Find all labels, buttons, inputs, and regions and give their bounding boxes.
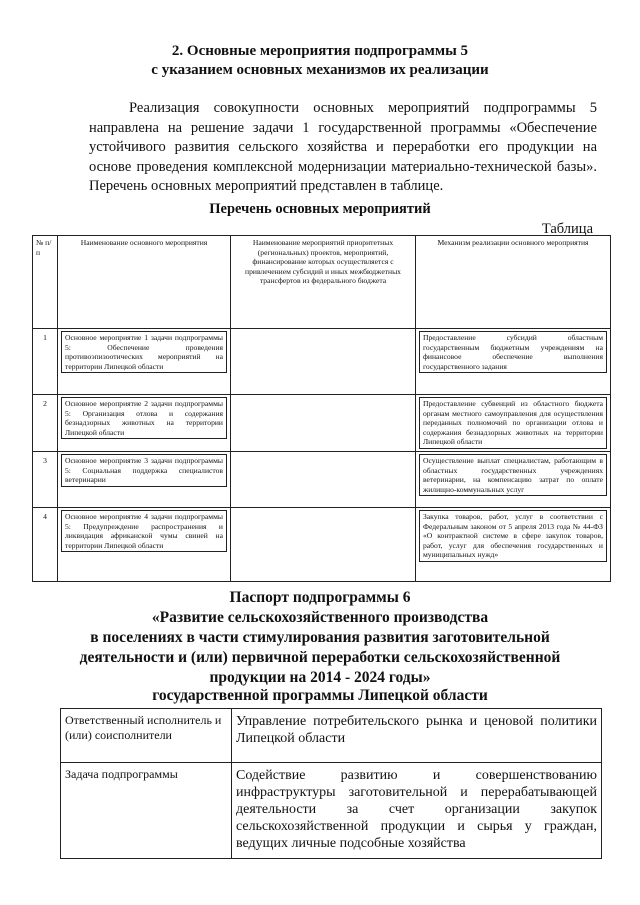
header-projects: Наименование мероприятий приоритетных (региональных) проектов, мероприятий, финансирование которых осуществляется с привлечением субсидий и иных межбюджетных трансфертов из федерального бюджета: [231, 236, 416, 329]
header-mechanism: Механизм реализации основного мероприятия: [416, 236, 611, 329]
passport-label-executor: Ответственный исполнитель и (или) соисполнители: [61, 709, 232, 763]
row-name: [58, 507, 231, 581]
passport-label-task: Задача подпрограммы: [61, 763, 232, 859]
row-name: [58, 329, 231, 395]
row-mechanism-text: Предоставление субвенций из областного бюджета органам местного самоуправления для осуществления переданных полномочий по организации отлова и содержания безнадзорных животных на территории Липецкой области: [419, 397, 607, 449]
row-mechanism-text: Осуществление выплат специалистам, работающим в областных государственных учреждениях ветеринарии, на компенсацию затрат по оплате жилищно-коммунальных услуг: [419, 454, 607, 496]
row-name: [58, 451, 231, 507]
row-name-text: Основное мероприятие 1 задачи подпрограммы 5: Обеспечение проведения противоэпизоотических мероприятий на территории Липецкой области: [61, 331, 227, 373]
passport-subtitle-line6: государственной программы Липецкой области: [152, 687, 488, 704]
passport-subtitle-line4: деятельности и (или) первичной переработки сельскохозяйственной: [79, 649, 561, 666]
row-mechanism-text: Закупка товаров, работ, услуг в соответствии с Федеральным законом от 5 апреля 2013 года № 44-ФЗ «О контрактной системе в сфере закупок товаров, работ, услуг для обеспечения государственных и муниципальных нужд»: [419, 510, 607, 562]
row-mechanism-text: Предоставление субсидий областным государственным бюджетным учреждениям на финансовое обеспечение выполнения государственного задания: [419, 331, 607, 373]
table-row: [33, 451, 611, 507]
passport-value-task: Содействие развитию и совершенствованию инфраструктуры заготовительной и перерабатывающей деятельности за счет организации закупок сельскохозяйственной продукции и сырья у граждан, ведущих личные подсобные хозяйства: [232, 763, 602, 859]
header-name: Наименование основного мероприятия: [58, 236, 231, 329]
row-name-text: Основное мероприятие 4 задачи подпрограммы 5: Предупреждение распространения и ликвидация африканской чумы свиней на территории Липецкой области: [61, 510, 227, 552]
passport-subtitle-line3: в поселениях в части стимулирования развития заготовительной: [90, 629, 550, 646]
measures-table: [32, 235, 611, 582]
section-title-line1: 2. Основные мероприятия подпрограммы 5: [171, 43, 469, 59]
row-projects: [231, 507, 416, 581]
row-mechanism: [416, 329, 611, 395]
section-paragraph: Реализация совокупности основных мероприятий подпрограммы 5 направлена на решение задачи 1 государственной программы «Обеспечение устойчивого развития сельского хозяйства и переработки его продукции на основе проведения комплексной модернизации материально-технической базы». Перечень основных мероприятий представлен в таблице.: [89, 100, 597, 194]
row-name-text: Основное мероприятие 2 задачи подпрограммы 5: Организация отлова и содержания безнадзорных животных на территории Липецкой области: [61, 397, 227, 439]
row-mechanism: [416, 395, 611, 452]
table-row: [33, 507, 611, 581]
row-projects: [231, 329, 416, 395]
passport-title: Паспорт подпрограммы 6: [229, 589, 411, 606]
row-num: 1: [33, 329, 58, 395]
section-title-line2: с указанием основных механизмов их реализации: [151, 62, 489, 78]
row-num: 2: [33, 395, 58, 452]
table-row: [33, 329, 611, 395]
table-row: [61, 763, 602, 859]
row-name: [58, 395, 231, 452]
row-projects: [231, 395, 416, 452]
header-num: № п/п: [33, 236, 58, 329]
table-title: Перечень основных мероприятий: [209, 201, 431, 217]
passport-subtitle-line2: «Развитие сельскохозяйственного производства: [151, 609, 489, 626]
table-row: [33, 395, 611, 452]
row-projects: [231, 451, 416, 507]
measures-header-row: [33, 236, 611, 329]
row-mechanism: [416, 507, 611, 581]
table-row: [61, 709, 602, 763]
row-num: 4: [33, 507, 58, 581]
table-label: Таблица: [541, 221, 593, 237]
passport-table: [60, 708, 602, 859]
passport-value-executor: Управление потребительского рынка и ценовой политики Липецкой области: [232, 709, 602, 763]
passport-subtitle-line5: продукции на 2014 - 2024 годы»: [209, 669, 431, 686]
row-mechanism: [416, 451, 611, 507]
row-name-text: Основное мероприятие 3 задачи подпрограммы 5: Социальная поддержка специалистов ветеринарии: [61, 454, 227, 487]
row-num: 3: [33, 451, 58, 507]
